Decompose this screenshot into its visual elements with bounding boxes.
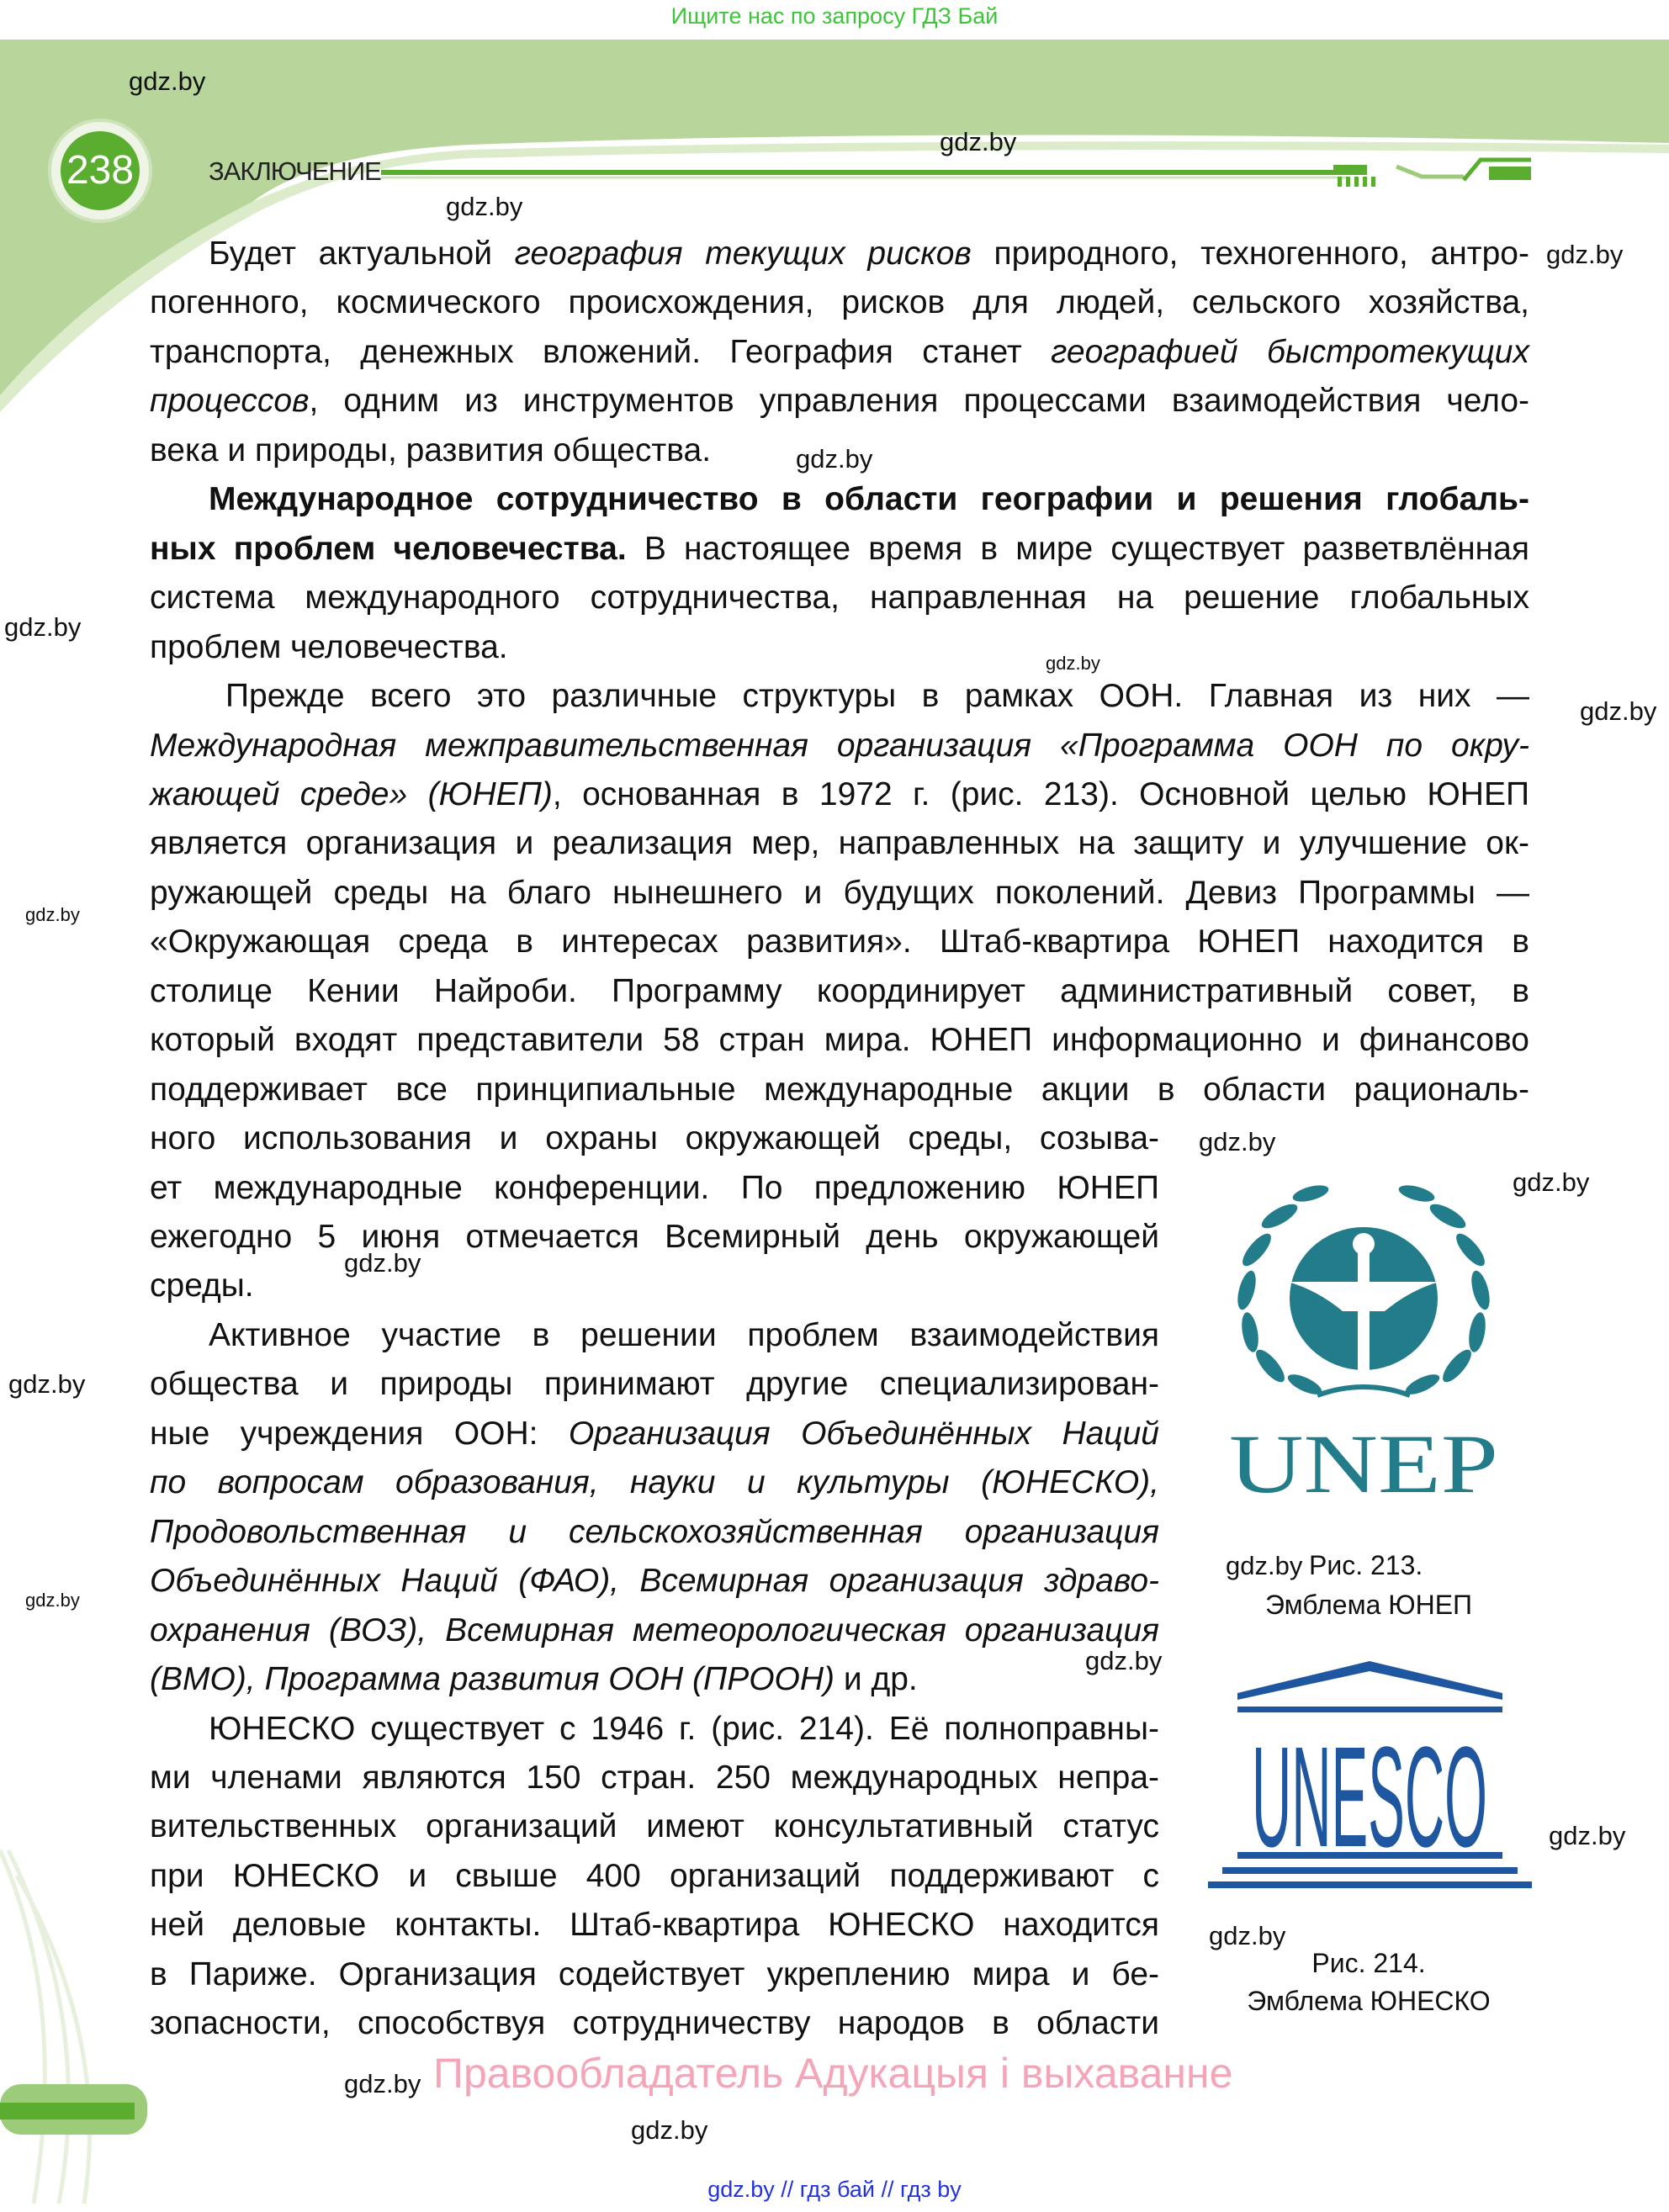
- text-line: [150, 331, 1529, 373]
- text-segment: погенного, космического происхождения, рисков для людей, сельского хозяйства,: [150, 284, 1529, 321]
- watermark: gdz.by: [1199, 1127, 1276, 1156]
- text-line: [150, 921, 1529, 963]
- unesco-logo: [1208, 1661, 1532, 1905]
- text-line: [209, 233, 1529, 275]
- text-line: [150, 430, 711, 472]
- text-line: [150, 1462, 1159, 1504]
- text-line: [209, 479, 1529, 521]
- text-line: [150, 1216, 1159, 1258]
- figure-214-title: Эмблема ЮНЕСКО: [1247, 1986, 1491, 2016]
- text-segment: , одним из инструментов управления процессами взаимодействия чело-: [309, 383, 1529, 420]
- text-segment: который входят представители 58 стран мира. ЮНЕП информационно и финансово: [150, 1022, 1529, 1059]
- text-line: [150, 1363, 1159, 1405]
- text-line: [150, 2003, 1159, 2045]
- text-line: [150, 1659, 918, 1701]
- text-segment: В настоящее время в мире существует разветвлённая: [626, 530, 1529, 567]
- text-line: [150, 1855, 1159, 1897]
- text-line: [150, 1806, 1159, 1848]
- text-line: [150, 627, 508, 669]
- text-segment: ружающей среды на благо нынешнего и будущих поколений. Девиз Программы —: [150, 874, 1529, 911]
- watermark: gdz.by: [1580, 696, 1657, 726]
- text-segment: Будет актуальной: [209, 235, 515, 272]
- watermark: gdz.by: [1513, 1167, 1590, 1197]
- watermark: gdz.by: [940, 127, 1017, 156]
- text-segment: и др.: [834, 1661, 918, 1698]
- text-segment: является организация и реализация мер, направленных на защиту и улучшение ок-: [150, 825, 1529, 862]
- text-segment: столице Кении Найроби. Программу координирует административный совет, в: [150, 972, 1529, 1009]
- watermark: gdz.by: [1549, 1821, 1626, 1850]
- text-segment: вительственных организаций имеют консультативный статус: [150, 1808, 1159, 1845]
- bold-heading: ных проблем человечества.: [150, 530, 627, 567]
- text-segment: зопасности, способствуя сотрудничеству народов в области: [150, 2005, 1159, 2042]
- text-line: [150, 1610, 1159, 1652]
- text-segment: «Окружающая среда в интересах развития». Штаб-квартира ЮНЕП находится в: [150, 923, 1529, 960]
- watermark: gdz.by: [8, 1369, 86, 1399]
- bold-heading: Международное сотрудничество в области географии и решения глобаль-: [209, 481, 1529, 518]
- text-segment: природного, техногенного, антро-: [971, 235, 1529, 272]
- text-segment: ежегодно 5 июня отмечается Всемирный день окружающей: [150, 1219, 1159, 1255]
- page-number: 238: [66, 148, 135, 193]
- text-line: [150, 971, 1529, 1013]
- text-line: [150, 872, 1529, 914]
- watermark: gdz.by: [796, 444, 873, 474]
- italic-term: жающей среде» (ЮНЕП): [150, 775, 553, 812]
- text-segment: транспорта, денежных вложений. География станет: [150, 333, 1052, 370]
- text-line: [150, 1560, 1159, 1602]
- italic-term: Объединённых Наций (ФАО), Всемирная организация здраво-: [150, 1563, 1159, 1600]
- watermark: gdz.by: [631, 2115, 708, 2145]
- italic-term: географией быстротекущих: [1051, 333, 1529, 370]
- text-segment: проблем человечества.: [150, 628, 508, 665]
- text-line: [150, 1069, 1529, 1111]
- watermark: gdz.by: [1209, 1921, 1286, 1950]
- text-segment: в Париже. Организация содействует укреплению мира и бе-: [150, 1955, 1159, 1992]
- unep-logo: [1216, 1164, 1511, 1500]
- watermark: gdz.by: [25, 1590, 80, 1611]
- watermark: gdz.by: [344, 2069, 421, 2098]
- text-line: [150, 1757, 1159, 1799]
- italic-term: процессов: [150, 383, 310, 420]
- text-line: [150, 1265, 254, 1307]
- text-segment: ные учреждения ООН:: [150, 1415, 569, 1452]
- unep-logo-text: UNEP: [1229, 1417, 1498, 1500]
- watermark: gdz.by: [129, 66, 206, 96]
- text-line: [150, 774, 1529, 816]
- text-line: [150, 577, 1529, 619]
- text-segment: ней деловые контакты. Штаб-квартира ЮНЕСКО находится: [150, 1907, 1159, 1944]
- italic-term: география текущих рисков: [514, 235, 972, 272]
- text-line: [150, 1413, 1159, 1455]
- text-line: [150, 1019, 1529, 1061]
- text-segment: при ЮНЕСКО и свыше 400 организаций поддерживают с: [150, 1857, 1159, 1894]
- unesco-logo-text: UNESCO: [1252, 1717, 1487, 1877]
- text-line: [150, 1904, 1159, 1946]
- text-segment: общества и природы принимают другие специализирован-: [150, 1366, 1159, 1403]
- text-line: [150, 282, 1529, 324]
- text-segment: система международного сотрудничества, направленная на решение глобальных: [150, 579, 1529, 617]
- text-line: [225, 675, 1529, 717]
- text-line: [150, 380, 1529, 422]
- figure-214-number: Рис. 214.: [1311, 1948, 1426, 1978]
- search-hint-banner: Ищите нас по запросу ГДЗ Бай: [670, 3, 999, 29]
- text-line: [150, 528, 1529, 570]
- watermark: gdz.by: [344, 1248, 421, 1278]
- section-title: ЗАКЛЮЧЕНИЕ: [209, 156, 381, 186]
- text-segment: ного использования и охраны окружающей среды, созыва-: [150, 1120, 1159, 1157]
- watermark: gdz.by: [1085, 1646, 1163, 1675]
- text-segment: Прежде всего это различные структуры в рамках ООН. Главная из них —: [225, 678, 1529, 715]
- watermark: gdz.by: [1546, 240, 1624, 269]
- text-line: [150, 1118, 1159, 1160]
- text-segment: Активное участие в решении проблем взаимодействия: [209, 1316, 1159, 1353]
- watermark: gdz.by: [446, 192, 523, 221]
- text-line: [150, 823, 1529, 865]
- italic-term: (ВМО), Программа развития ООН (ПРООН): [150, 1661, 835, 1698]
- text-segment: , основанная в 1972 г. (рис. 213). Основной целью ЮНЕП: [552, 775, 1529, 812]
- watermark: gdz.by: [1226, 1551, 1303, 1580]
- watermark: gdz.by: [1046, 653, 1100, 674]
- text-line: [150, 1954, 1159, 1996]
- copyright-notice: Правообладатель Адукацыя і выхаванне: [433, 2050, 1233, 2097]
- text-line: [209, 1315, 1159, 1357]
- text-line: [150, 1167, 1159, 1209]
- text-segment: среды.: [150, 1267, 254, 1304]
- italic-term: Организация Объединённых Наций: [568, 1415, 1159, 1452]
- text-segment: ми членами являются 150 стран. 250 международных непра-: [150, 1759, 1159, 1796]
- text-segment: поддерживает все принципиальные международные акции в области рациональ-: [150, 1071, 1529, 1108]
- text-segment: века и природы, развития общества.: [150, 431, 712, 468]
- italic-term: Международная межправительственная организация «Программа ООН по окру-: [150, 727, 1529, 764]
- watermark: gdz.by: [25, 904, 80, 925]
- text-segment: ЮНЕСКО существует с 1946 г. (рис. 214). Её полноправны-: [209, 1710, 1159, 1747]
- footer-links[interactable]: gdz.by // гдз бай // гдз by: [707, 2177, 962, 2202]
- italic-term: охранения (ВОЗ), Всемирная метеорологическая организация: [150, 1611, 1159, 1648]
- text-line: [150, 1511, 1159, 1553]
- text-line: [209, 1708, 1159, 1750]
- italic-term: по вопросам образования, науки и культуры (ЮНЕСКО),: [150, 1464, 1159, 1501]
- text-segment: ет международные конференции. По предложению ЮНЕП: [150, 1169, 1159, 1206]
- watermark: gdz.by: [4, 612, 82, 642]
- figure-213-number: Рис. 213.: [1309, 1550, 1423, 1580]
- text-line: [150, 725, 1529, 767]
- italic-term: Продовольственная и сельскохозяйственная организация: [150, 1513, 1159, 1550]
- figure-213-title: Эмблема ЮНЕП: [1264, 1590, 1473, 1620]
